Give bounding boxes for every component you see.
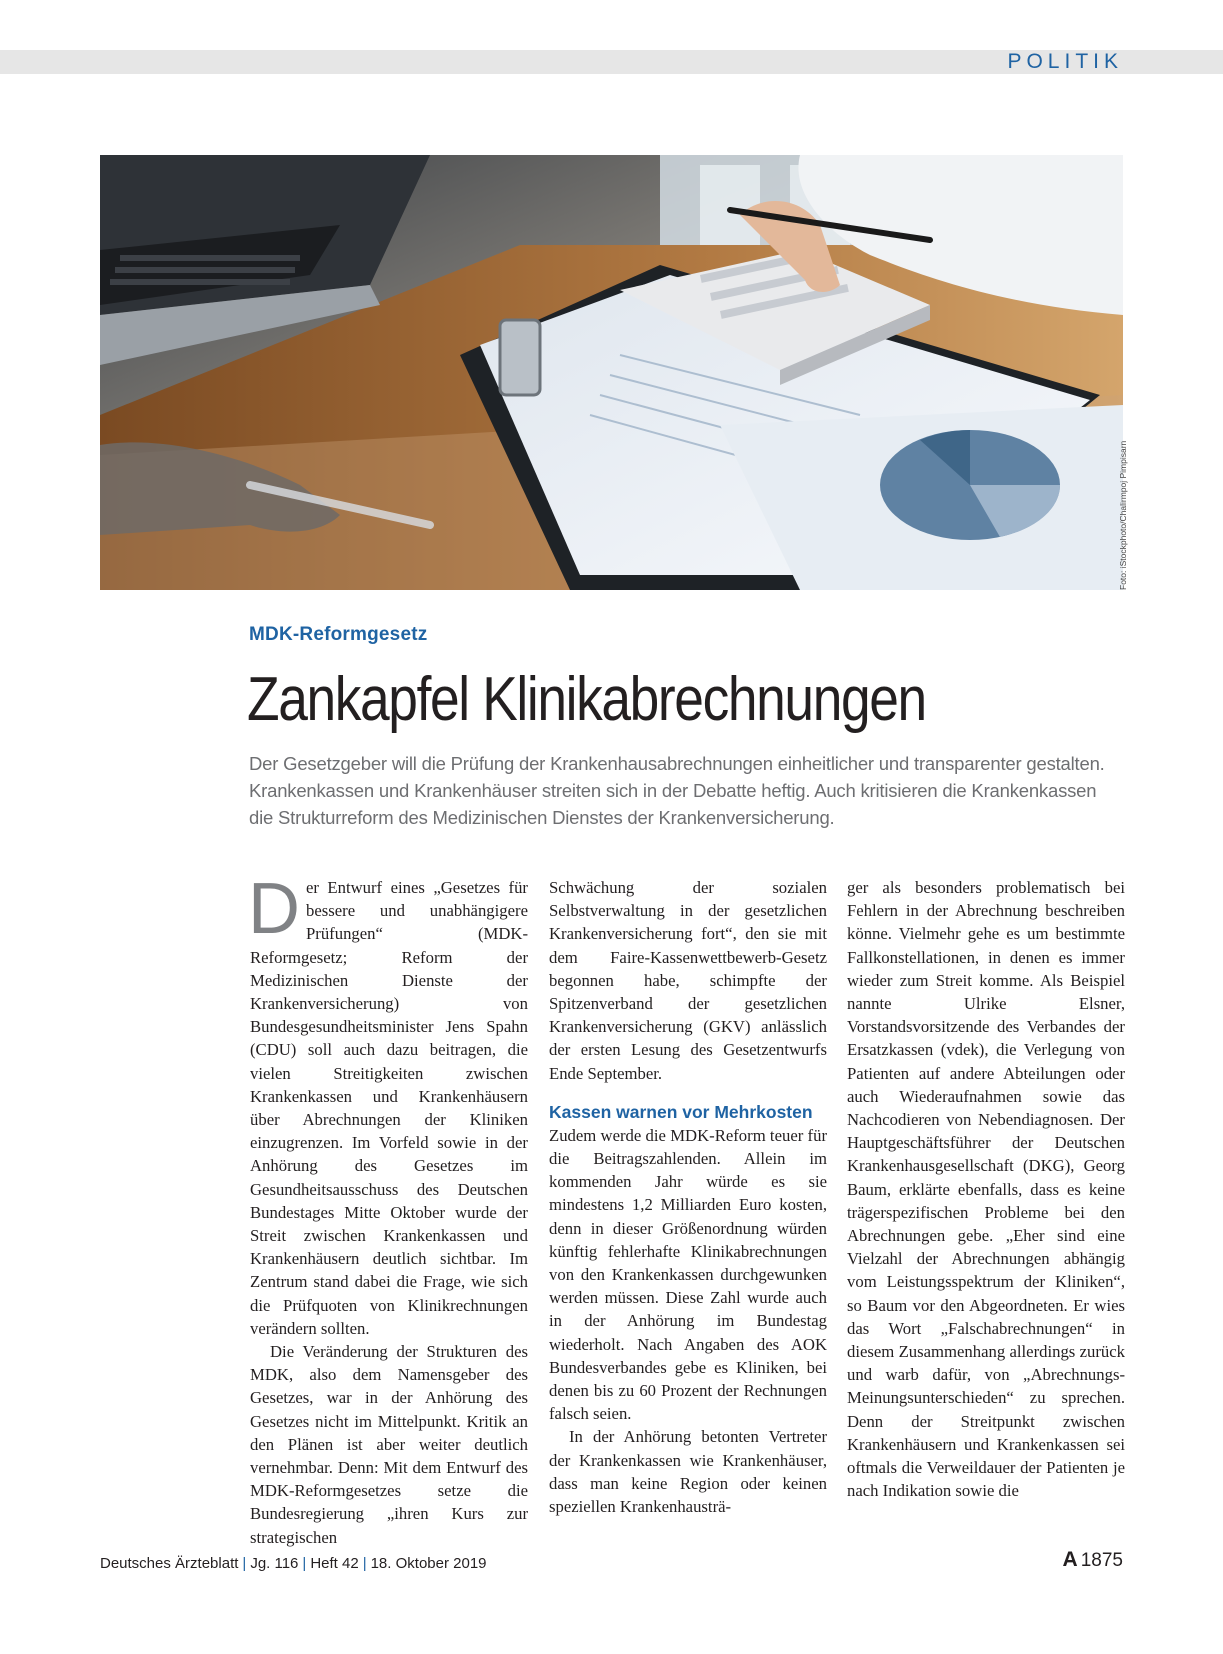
footer-separator: | [302,1555,307,1572]
article-subhead: Kassen warnen vor Mehrkosten [549,1101,813,1122]
volume: Jg. 116 [250,1555,299,1572]
body-paragraph: Zudem werde die MDK-Reform teuer für die Beitragszahlenden. Allein im kommenden Jahr würde es sie mindestens 1,2 Milliarden Euro kosten, denn in dieser Größenordnung würden künftig fehlerhafte Klinikabrechnungen von den Krankenkassen durchgewunken werden müssen. Diese Zahl wurde auch in der Anhörung im Bundestag wiederholt. Nach Angaben des AOK Bundesverbandes gebe es Kliniken, bei denen bis zu 60 Prozent der Rechnungen falsch seien. [549,1125,827,1424]
article-column-3 [847,876,1125,1502]
page-number [1063,1548,1123,1572]
publication-name: Deutsches Ärzteblatt [100,1555,239,1572]
body-paragraph: ger als besonders problematisch bei Fehlern in der Abrechnung beschreiben könne. Vielmehr gehe es um bestimmte Fallkonstellationen, in denen es immer wieder zum Streit komme. Als Beispiel nannte Ulrike Elsner, Vorstandsvorsitzende des Verbandes der Ersatzkassen (vdek), die Verlegung von Patienten auf andere Abteilungen oder auch Wiederaufnahmen sowie das Nachcodieren von Nebendiagnosen. Der Hauptgeschäftsführer der Deutschen Krankenhausgesellschaft (DKG), Georg Baum, erklärte ebenfalls, dass es keine trägerspezifischen Probleme bei den Abrechnungen gebe. „Eher sind eine Vielzahl der Abrechnungen abhängig vom Leistungsspektrum der Kliniken“, so Baum vor den Abgeordneten. Er wies das Wort „Falschabrechnungen“ in diesem Zusammenhang allerdings zurück und warb dafür, von „Abrechnungs-Meinungsunterschieden“ zu sprechen. Denn der Streitpunkt zwischen Krankenhäusern und Krankenkassen sei oftmals die Verweildauer der Patienten je nach Indikation sowie die [847,878,1125,1501]
body-paragraph: Die Veränderung der Strukturen des MDK, also dem Namensgeber des Gesetzes, war in der Anhörung des Gesetzes nicht im Mittelpunkt. Kritik an den Plänen ist aber weiter deutlich vernehmbar. Denn: Mit dem Entwurf des MDK-Reformgesetzes setze die Bundesregierung „ihren Kurs zur strategischen [250,1342,528,1547]
article-lead: Der Gesetzgeber will die Prüfung der Krankenhausabrechnungen einheitlicher und transparenter gestalten. Krankenkassen und Krankenhäuser streiten sich in der Debatte heftig. Auch kritisieren die Krankenkassen die Strukturreform des Medizinischen Dienstes der Krankenversicherung. [249,753,1105,828]
footer-separator: | [362,1555,367,1572]
hero-image [100,155,1123,590]
drop-cap: D [248,869,300,949]
section-label: POLITIK [1007,50,1123,73]
article-column-2 [549,876,827,1518]
body-paragraph: In der Anhörung betonten Vertreter der Krankenkassen wie Krankenhäuser, dass man keine Region oder keinen speziellen Krankenhausträ- [549,1427,827,1517]
photo-credit: Foto: iStockphoto/Chalirmpoj Pimpisarn [1118,440,1128,590]
article-kicker: MDK-Reformgesetz [249,624,428,645]
footer-separator: | [242,1555,247,1572]
page-footer [100,1555,487,1572]
page-prefix: A [1062,1548,1078,1571]
body-paragraph: Schwächung der sozialen Selbstverwaltung in der gesetzlichen Krankenversicherung fort“, den sie mit dem Faire-Kassenwettbewerb-Gesetz begonnen habe, schimpfte der Spitzenverband der gesetzlichen Krankenversicherung (GKV) anlässlich der ersten Lesung des Gesetzentwurfs Ende September. [549,878,827,1083]
page-number-value: 1875 [1080,1550,1123,1571]
article-headline: Zankapfel Klinikabrechnungen [247,665,926,734]
article-column-1 [248,869,528,1549]
body-paragraph: er Entwurf eines „Gesetzes für bessere und unabhängigere Prüfungen“ (MDK-Reformgesetz; Reform der Medizinischen Dienste der Krankenversicherung) von Bundesgesundheitsminister Jens Spahn (CDU) soll auch dazu beitragen, die vielen Streitigkeiten zwischen Krankenkassen und Krankenhäusern über Abrechnungen der Kliniken einzugrenzen. Im Vorfeld sowie in der Anhörung des Gesetzes im Gesundheitsausschuss des Deutschen Bundestages Mitte Oktober wurde der Streit zwischen Krankenkassen und Krankenhäusern deutlich sichtbar. Im Zentrum stand dabei die Frage, wie sich die Prüfquoten von Klinikrechnungen verändern sollten. [250,878,528,1338]
issue: Heft 42 [310,1555,359,1572]
issue-date: 18. Oktober 2019 [370,1555,487,1572]
office-desk-photo [100,155,1123,590]
